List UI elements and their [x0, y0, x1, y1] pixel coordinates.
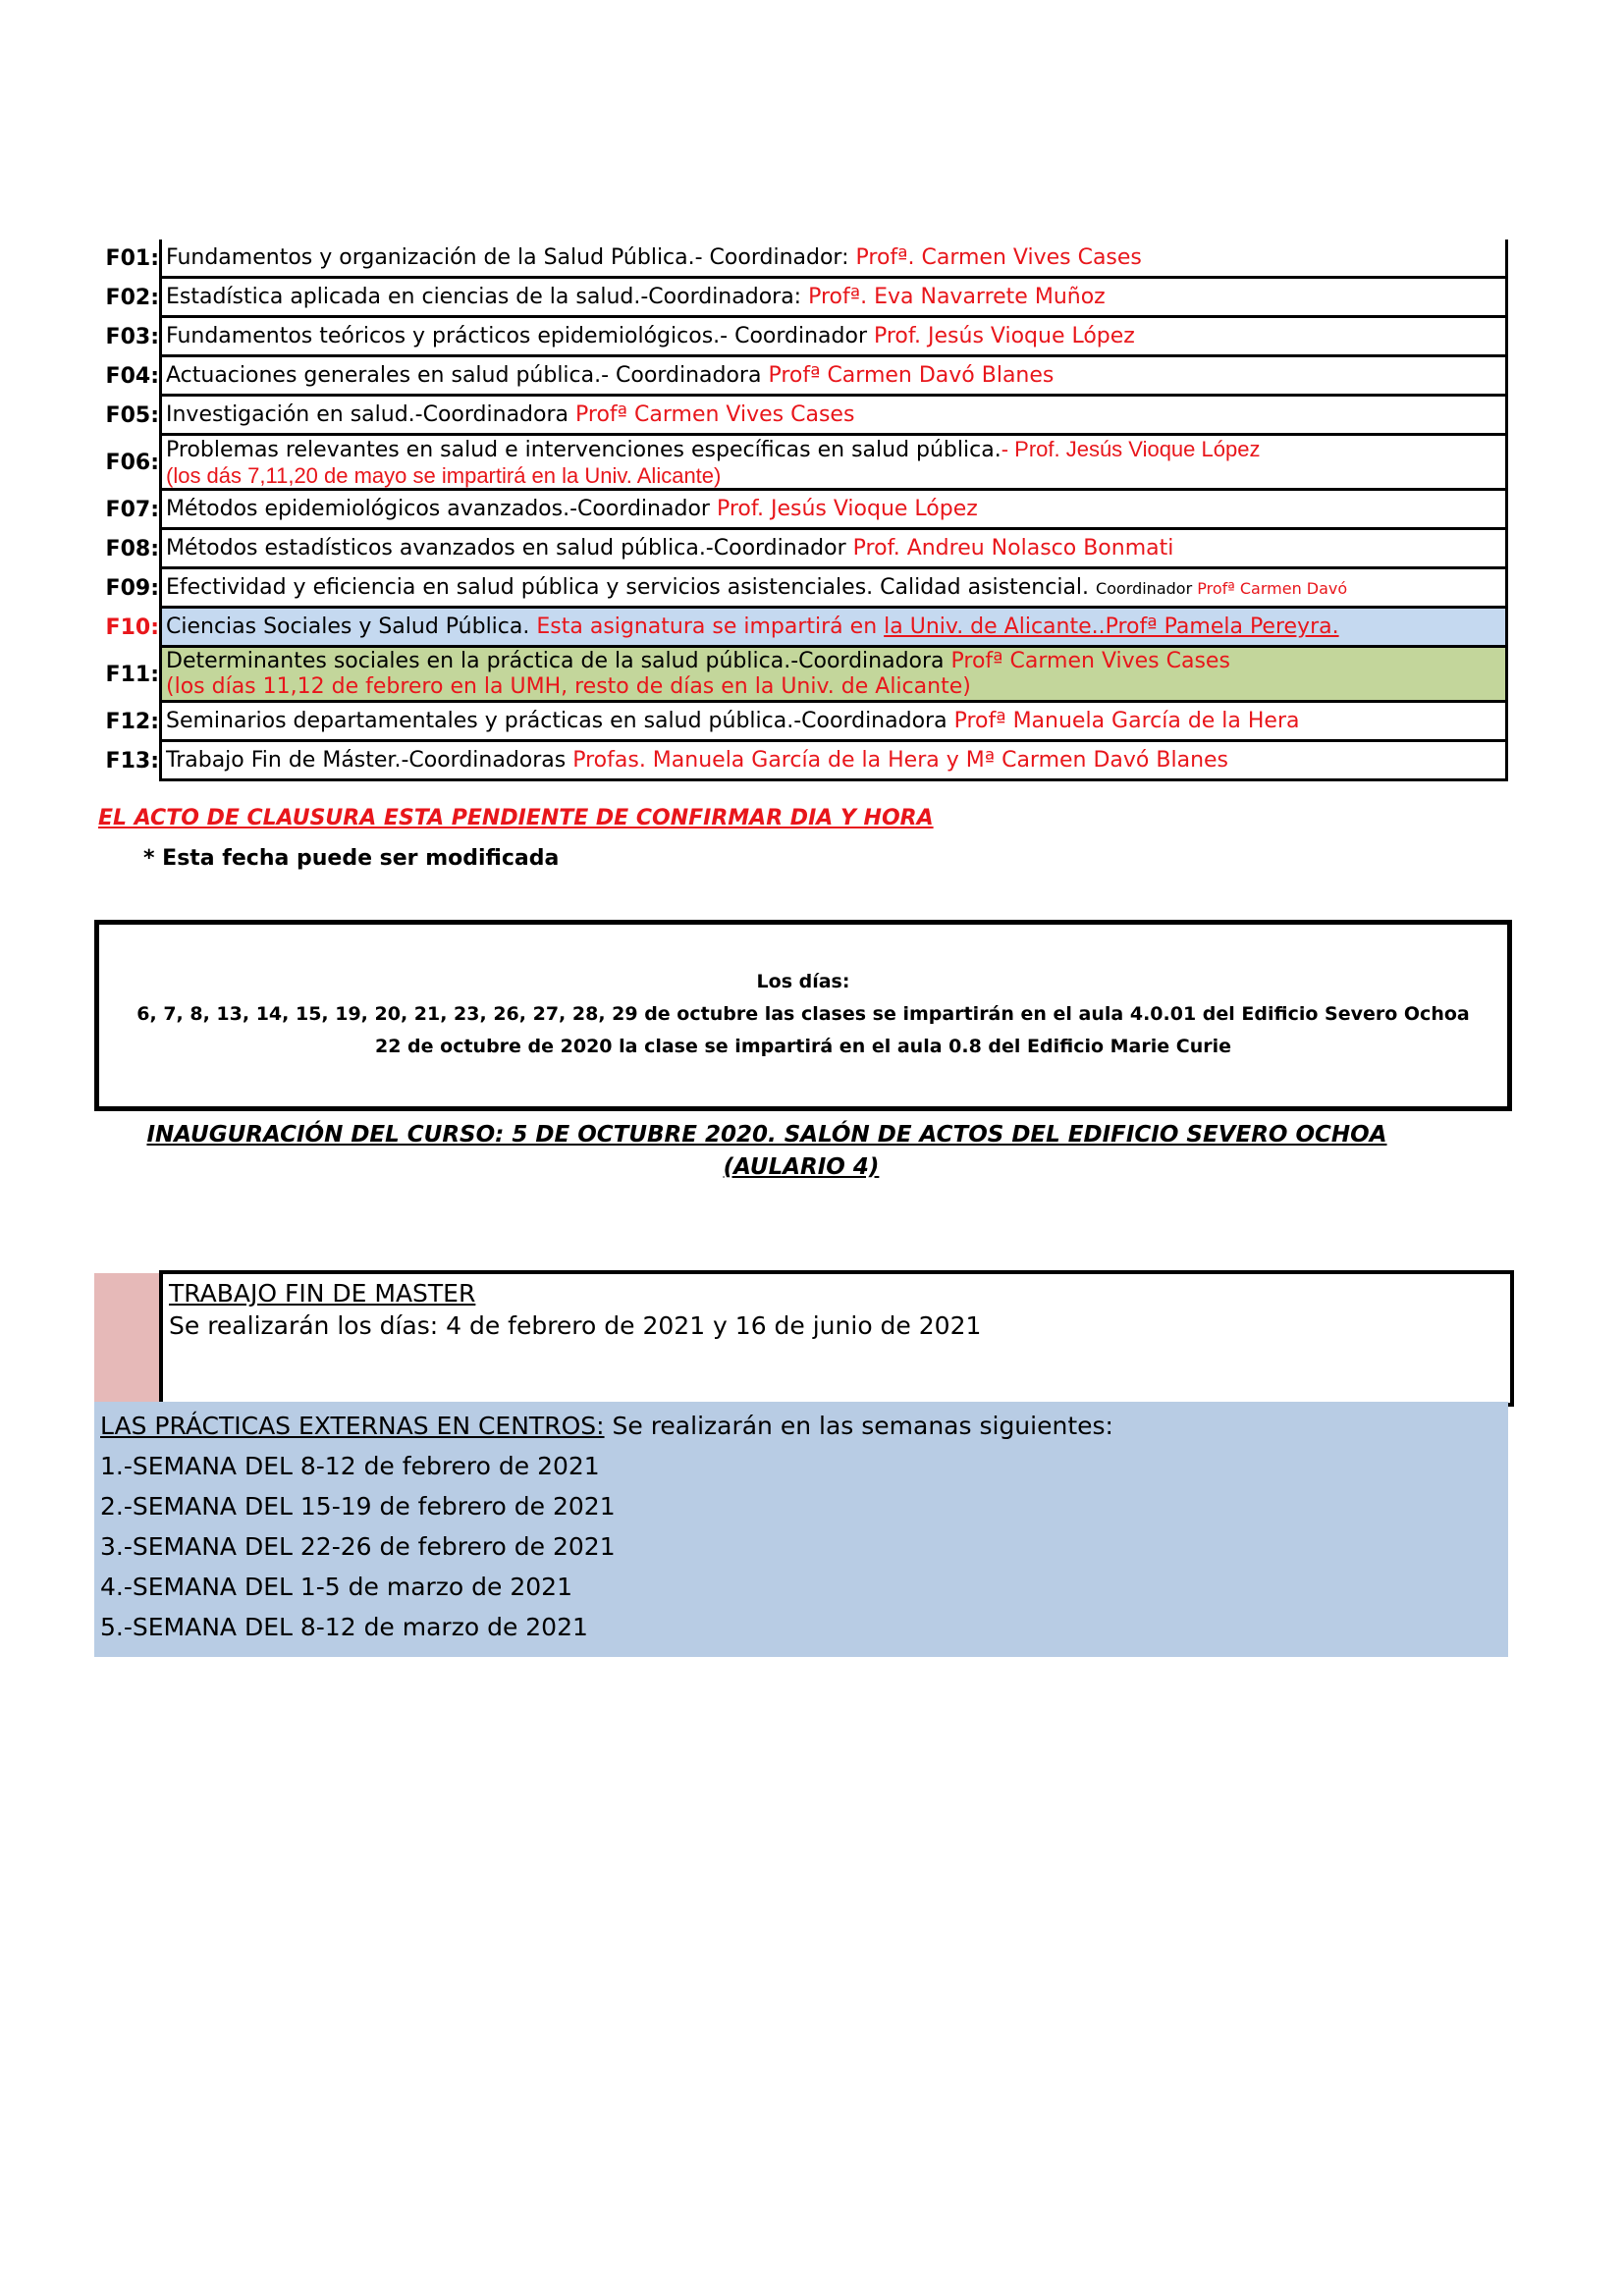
course-title: Trabajo Fin de Máster.-Coordinadoras: [166, 748, 573, 773]
course-coordinator: Prof. Andreu Nolasco Bonmati: [852, 536, 1174, 561]
course-title: Actuaciones generales en salud pública.- Coordinadora: [166, 363, 769, 388]
classroom-info-line: 6, 7, 8, 13, 14, 15, 19, 20, 21, 23, 26, 27, 28, 29 de octubre las clases se impartirán en el aula 4.0.01 del Edificio Severo Ochoa: [136, 1003, 1470, 1025]
course-code: F09:: [105, 576, 159, 601]
course-coordinator: la Univ. de Alicante..Profª Pamela Pereyra.: [884, 614, 1339, 639]
course-title: Seminarios departamentales y prácticas en salud pública.-Coordinadora: [166, 709, 954, 733]
practices-heading-text: Se realizarán en las semanas siguientes:: [604, 1412, 1113, 1440]
external-practices-section: [94, 1402, 1508, 1657]
course-row-f06: [94, 436, 1508, 491]
course-code: F11:: [105, 663, 159, 687]
practices-heading: [94, 1402, 1508, 1446]
course-cell: [159, 530, 1508, 569]
course-coordinator: Prof. Jesús Vioque López: [716, 497, 978, 521]
course-coordinator: Profª. Carmen Vives Cases: [855, 245, 1142, 270]
course-row-f02: [94, 279, 1508, 318]
practice-week-item: 3.-SEMANA DEL 22-26 de febrero de 2021: [100, 1532, 616, 1561]
course-code: F08:: [105, 537, 159, 561]
course-cell: [159, 703, 1508, 742]
course-coordinator: Profas. Manuela García de la Hera y Mª Carmen Davó Blanes: [572, 748, 1229, 773]
course-code: F07:: [105, 498, 159, 522]
course-coordinator: - Prof. Jesús Vioque López: [1001, 437, 1261, 461]
course-cell: [159, 279, 1508, 318]
course-cell: [159, 318, 1508, 357]
course-row-f04: [94, 357, 1508, 397]
practice-week-item: 2.-SEMANA DEL 15-19 de febrero de 2021: [100, 1492, 616, 1521]
course-row-f11: [94, 648, 1508, 703]
course-cell: [159, 742, 1508, 781]
course-cell: [159, 491, 1508, 530]
classroom-info-box: [94, 920, 1512, 1111]
course-coordinator: Profª. Eva Navarrete Muñoz: [808, 285, 1106, 309]
classroom-info-heading: Los días:: [756, 971, 850, 992]
course-row-f08: [94, 530, 1508, 569]
course-coordinator: Profª Carmen Davó: [1197, 579, 1348, 598]
inauguration-line: (AULARIO 4): [723, 1154, 880, 1180]
inauguration-notice: [94, 1119, 1508, 1184]
course-coordinator: Profª Carmen Vives Cases: [950, 649, 1230, 673]
practice-week-item: 5.-SEMANA DEL 8-12 de marzo de 2021: [100, 1613, 588, 1641]
classroom-info-line: 22 de octubre de 2020 la clase se impartirá en el aula 0.8 del Edificio Marie Curie: [374, 1036, 1231, 1057]
course-note: (los dás 7,11,20 de mayo se impartirá en la Univ. Alicante): [166, 463, 722, 488]
course-note: (los días 11,12 de febrero en la UMH, resto de días en la Univ. de Alicante): [166, 674, 971, 699]
course-title: Métodos epidemiológicos avanzados.-Coordinador: [166, 497, 717, 521]
course-title: Determinantes sociales en la práctica de la salud pública.-Coordinadora: [166, 649, 951, 673]
course-code: F12:: [105, 710, 159, 734]
course-cell: [159, 436, 1508, 491]
course-title: Fundamentos teóricos y prácticos epidemiológicos.- Coordinador: [166, 324, 874, 348]
course-coordinator: Profª Manuela García de la Hera: [953, 709, 1300, 733]
course-title: Estadística aplicada en ciencias de la salud.-Coordinadora:: [166, 285, 809, 309]
tfm-dates: Se realizarán los días: 4 de febrero de 2021 y 16 de junio de 2021: [169, 1311, 982, 1340]
course-title: Problemas relevantes en salud e intervenciones específicas en salud pública.: [166, 438, 1001, 462]
course-row-f01: [94, 240, 1508, 279]
course-code: F13:: [105, 749, 159, 774]
closing-ceremony-note: EL ACTO DE CLAUSURA ESTA PENDIENTE DE CONFIRMAR DIA Y HORA: [98, 806, 934, 830]
course-row-f13: [94, 742, 1508, 781]
date-change-note: * Esta fecha puede ser modificada: [143, 846, 560, 871]
course-row-f12: [94, 703, 1508, 742]
practice-week-item: 1.-SEMANA DEL 8-12 de febrero de 2021: [100, 1452, 600, 1480]
course-cell: [159, 609, 1508, 648]
course-code: F04:: [105, 364, 159, 389]
course-coordinator-label: Coordinador: [1096, 579, 1198, 598]
course-cell: [159, 569, 1508, 609]
course-title: Investigación en salud.-Coordinadora: [166, 402, 575, 427]
course-row-f10: [94, 609, 1508, 648]
course-note: Esta asignatura se impartirá en: [536, 614, 885, 639]
inauguration-line: INAUGURACIÓN DEL CURSO: 5 DE OCTUBRE 2020. SALÓN DE ACTOS DEL EDIFICIO SEVERO OCHOA: [146, 1122, 1387, 1148]
tfm-color-marker: [94, 1273, 159, 1409]
tfm-box: [159, 1270, 1514, 1407]
course-code: F02:: [105, 286, 159, 310]
course-row-f07: [94, 491, 1508, 530]
course-code: F01:: [105, 246, 159, 271]
course-code: F06:: [105, 451, 159, 475]
course-coordinator: Profª Carmen Vives Cases: [575, 402, 855, 427]
course-coordinator: Profª Carmen Davó Blanes: [768, 363, 1055, 388]
practice-week-item: 4.-SEMANA DEL 1-5 de marzo de 2021: [100, 1573, 572, 1601]
practices-heading-label: LAS PRÁCTICAS EXTERNAS EN CENTROS:: [100, 1412, 605, 1440]
course-code: F03:: [105, 325, 159, 349]
course-title: Efectividad y eficiencia en salud pública y servicios asistenciales. Calidad asistencial.: [166, 575, 1097, 600]
course-title: Ciencias Sociales y Salud Pública.: [166, 614, 537, 639]
course-cell: [159, 357, 1508, 397]
course-row-f05: [94, 397, 1508, 436]
course-row-f09: [94, 569, 1508, 609]
course-row-f03: [94, 318, 1508, 357]
course-cell: [159, 240, 1508, 279]
course-cell: [159, 397, 1508, 436]
course-code: F05:: [105, 403, 159, 428]
course-title: Métodos estadísticos avanzados en salud pública.-Coordinador: [166, 536, 853, 561]
course-code: F10:: [105, 615, 159, 640]
course-coordinator: Prof. Jesús Vioque López: [873, 324, 1135, 348]
tfm-title: TRABAJO FIN DE MASTER: [169, 1279, 476, 1308]
course-cell: [159, 648, 1508, 703]
course-table: [94, 240, 1508, 781]
course-title: Fundamentos y organización de la Salud Pública.- Coordinador:: [166, 245, 856, 270]
